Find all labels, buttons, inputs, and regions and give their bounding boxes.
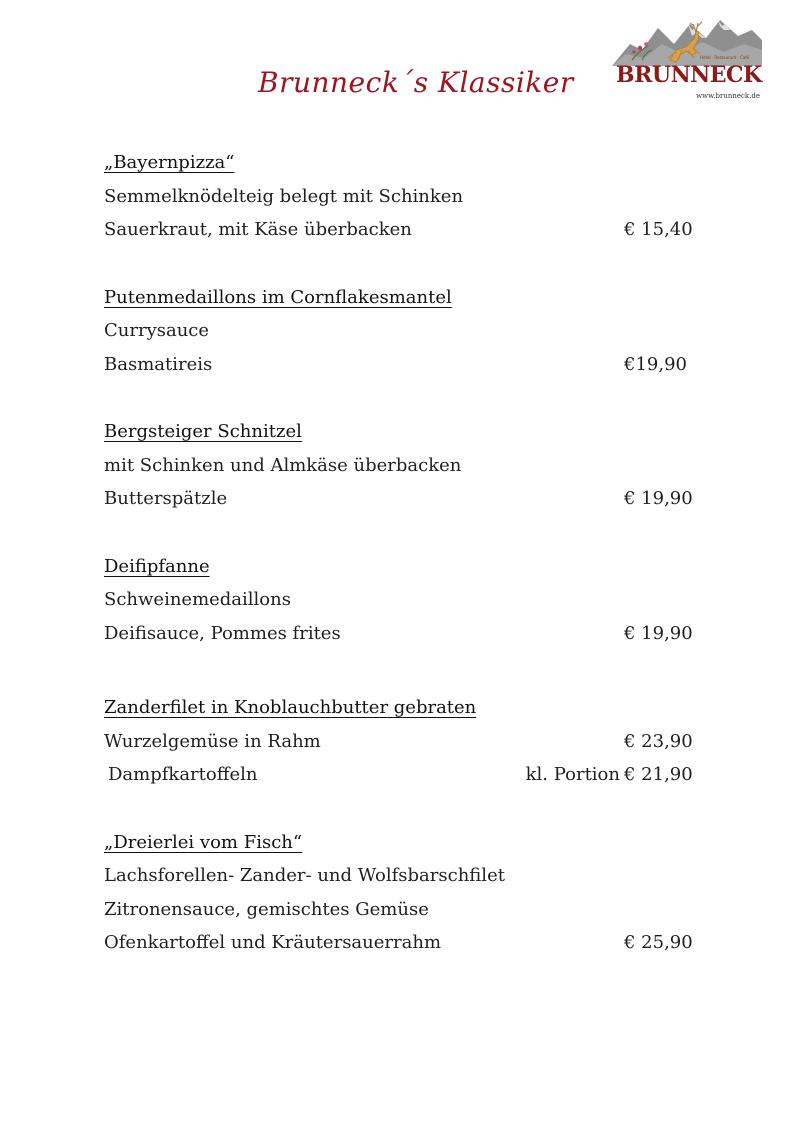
dish-description bbox=[104, 859, 704, 893]
dish-description-text: Semmelknödelteig belegt mit Schinken bbox=[104, 185, 464, 207]
dish-title: „Bayernpizza“ bbox=[104, 152, 235, 173]
dish-description bbox=[104, 482, 704, 516]
menu-item-zanderfilet bbox=[104, 691, 704, 792]
dish-description bbox=[104, 926, 704, 960]
dish-description-text: Basmatireis bbox=[104, 353, 213, 375]
dish-description bbox=[104, 180, 704, 214]
dish-description-text: mit Schinken und Almkäse überbacken bbox=[104, 454, 462, 476]
dish-title: Deifipfanne bbox=[104, 555, 210, 577]
dish-description-text: Ofenkartoffel und Kräutersauerrahm bbox=[104, 932, 442, 953]
dish-description-text: Deifisauce, Pommes frites bbox=[104, 622, 341, 644]
dish-price: €19,90 bbox=[624, 353, 687, 375]
dish-title: Putenmedaillons im Cornflakesmantel bbox=[104, 286, 452, 308]
dish-description bbox=[104, 583, 704, 617]
dish-price: € 25,90 bbox=[624, 932, 693, 953]
dish-description-text: Lachsforellen- Zander- und Wolfsbarschfilet bbox=[104, 865, 505, 886]
dish-price: € 23,90 bbox=[624, 730, 693, 752]
dish-description-text: Schweinemedaillons bbox=[104, 589, 291, 610]
small-portion-label: kl. Portion bbox=[525, 764, 620, 785]
menu-item-putenmedaillons bbox=[104, 281, 704, 382]
menu-item-bayernpizza bbox=[104, 146, 704, 247]
dish-title: Bergsteiger Schnitzel bbox=[104, 421, 302, 442]
dish-description-text: Wurzelgemüse in Rahm bbox=[104, 730, 321, 752]
dish-price: € 19,90 bbox=[624, 622, 693, 644]
dish-description bbox=[104, 449, 704, 483]
dish-description bbox=[104, 893, 704, 927]
dish-price: € 19,90 bbox=[624, 488, 693, 509]
dish-title: „Dreierlei vom Fisch“ bbox=[104, 831, 303, 853]
dish-title: Zanderfilet in Knoblauchbutter gebraten bbox=[104, 697, 477, 718]
logo-url: www.brunneck.de bbox=[696, 92, 760, 100]
menu-item-deifipfanne bbox=[104, 550, 704, 651]
brunneck-logo bbox=[612, 14, 762, 106]
dish-description-text: Dampfkartoffeln bbox=[108, 764, 258, 785]
dish-description bbox=[104, 617, 704, 651]
dish-description bbox=[104, 758, 704, 792]
dish-description bbox=[104, 348, 704, 382]
dish-description-text: Currysauce bbox=[104, 320, 210, 341]
logo-name: BRUNNECK bbox=[616, 62, 762, 88]
dish-description bbox=[104, 314, 704, 348]
menu-item-dreierlei-vom-fisch bbox=[104, 826, 704, 960]
menu-list bbox=[104, 146, 704, 960]
page-title: Brunneck´s Klassiker bbox=[258, 66, 574, 99]
dish-description bbox=[104, 725, 704, 759]
dish-description-text: Zitronensauce, gemischtes Gemüse bbox=[104, 898, 429, 920]
logo-tagline: Hotel · Restaurant · Café bbox=[700, 55, 750, 60]
menu-item-bergsteiger-schnitzel bbox=[104, 415, 704, 516]
dish-price: € 15,40 bbox=[624, 219, 693, 240]
dish-price: € 21,90 bbox=[624, 764, 693, 785]
dish-description bbox=[104, 213, 704, 247]
dish-description-text: Butterspätzle bbox=[104, 488, 228, 509]
dish-description-text: Sauerkraut, mit Käse überbacken bbox=[104, 219, 412, 240]
